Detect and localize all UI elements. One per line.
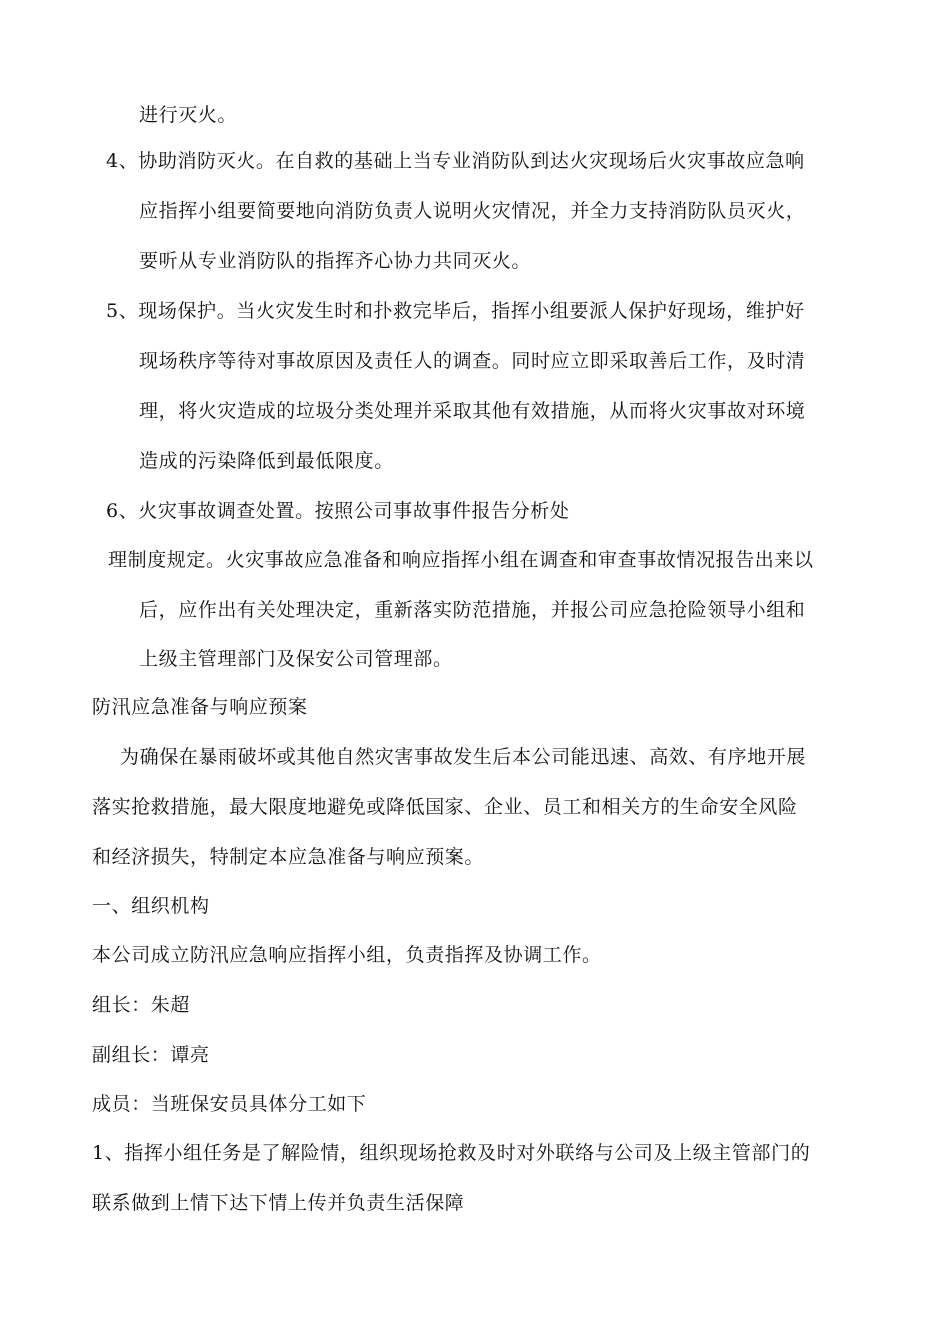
text-line: 理，将火灾造成的垃圾分类处理并采取其他有效措施，从而将火灾事故对环境 [139, 400, 806, 422]
text-line: 6、火灾事故调查处置。按照公司事故事件报告分析处 [106, 500, 570, 522]
text-line: 现场秩序等待对事故原因及责任人的调查。同时应立即采取善后工作，及时清 [139, 350, 806, 372]
text-line: 成员：当班保安员具体分工如下 [92, 1093, 367, 1115]
text-line: 本公司成立防汛应急响应指挥小组，负责指挥及协调工作。 [92, 944, 602, 966]
section-heading: 一、组织机构 [92, 895, 210, 917]
text-line: 理制度规定。火灾事故应急准备和响应指挥小组在调查和审查事故情况报告出来以 [108, 549, 814, 571]
text-line: 1、指挥小组任务是了解险情，组织现场抢救及时对外联络与公司及上级主管部门的 [92, 1142, 811, 1164]
text-line: 5、现场保护。当火灾发生时和扑救完毕后，指挥小组要派人保护好现场，维护好 [106, 300, 805, 322]
section-heading: 防汛应急准备与响应预案 [92, 696, 308, 718]
text-line: 联系做到上情下达下情上传并负责生活保障 [92, 1192, 465, 1214]
text-line: 造成的污染降低到最低限度。 [139, 450, 394, 472]
text-line: 要听从专业消防队的指挥齐心协力共同灭火。 [139, 250, 532, 272]
text-line: 应指挥小组要简要地向消防负责人说明火灾情况，并全力支持消防队员灭火， [139, 200, 806, 222]
text-line: 副组长：谭亮 [92, 1044, 210, 1066]
text-line: 4、协助消防灭火。在自救的基础上当专业消防队到达火灾现场后火灾事故应急响 [106, 150, 805, 172]
text-line: 后，应作出有关处理决定，重新落实防范措施，并报公司应急抢险领导小组和 [139, 599, 806, 621]
text-line: 为确保在暴雨破坏或其他自然灾害事故发生后本公司能迅速、高效、有序地开展 [120, 746, 807, 768]
text-line: 上级主管理部门及保安公司管理部。 [139, 648, 453, 670]
text-line: 组长：朱超 [92, 994, 191, 1016]
text-line: 和经济损失，特制定本应急准备与响应预案。 [92, 846, 485, 868]
text-line: 落实抢救措施，最大限度地避免或降低国家、企业、员工和相关方的生命安全风险 [92, 796, 798, 818]
text-line: 进行灭火。 [139, 104, 238, 126]
